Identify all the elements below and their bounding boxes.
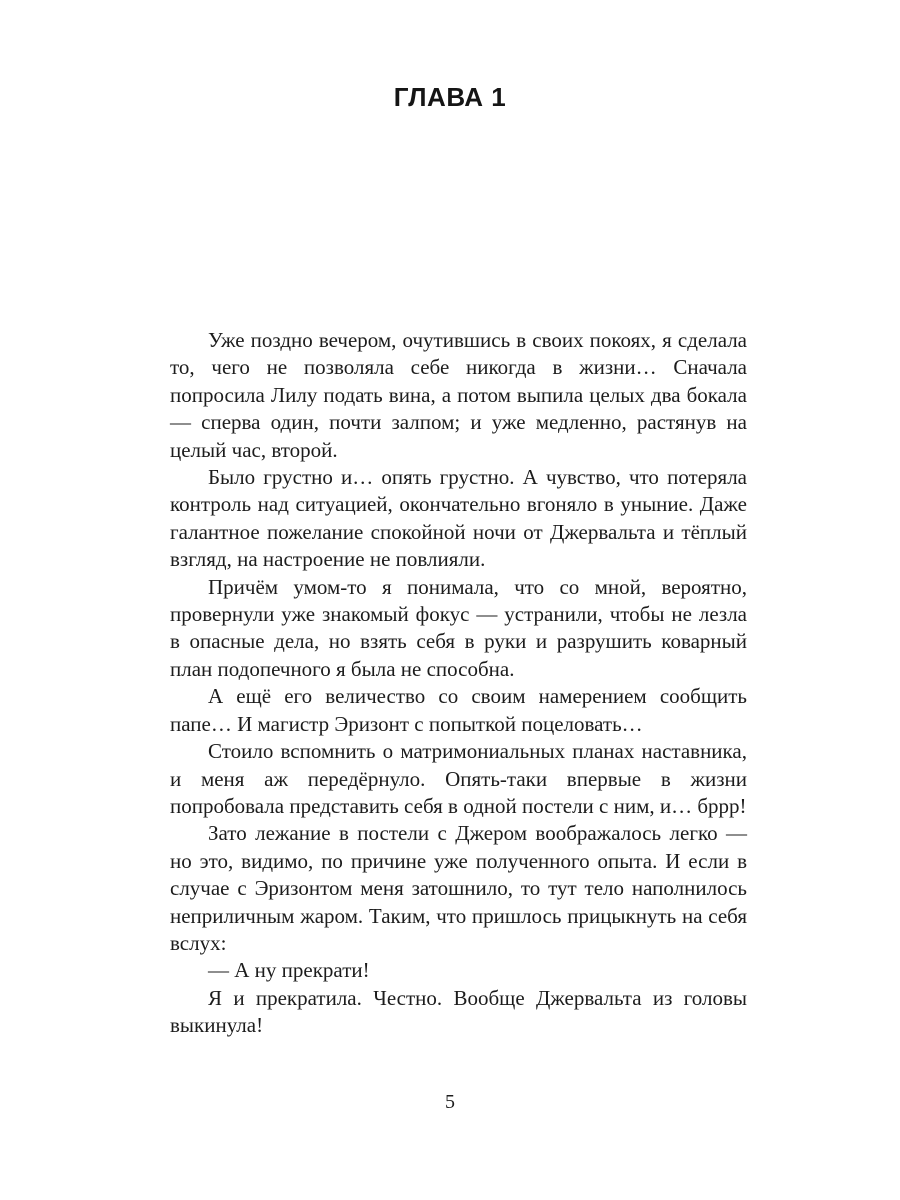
paragraph: Причём умом-то я понимала, что со мной, вероятно, провернули уже знакомый фокус — устранили, чтобы не лезла в опасные дела, но взять себя в руки и разрушить коварный план подопечного я была не способна. [170, 574, 747, 681]
paragraph: Зато лежание в постели с Джером воображалось легко — но это, видимо, по причине уже полученного опыта. И если в случае с Эризонтом меня затошнило, то тут тело наполнилось неприличным жаром. Таким, что пришлось прицыкнуть на себя вслух: [170, 821, 747, 955]
paragraph: Было грустно и… опять грустно. А чувство, что потеряла контроль над ситуацией, окончательно вгоняло в уныние. Даже галантное пожелание спокойной ночи от Джервальта и тёплый взгляд, на настроение не повлияли. [170, 465, 747, 572]
paragraph: А ещё его величество со своим намерением сообщить папе… И магистр Эризонт с попыткой поцеловать… [170, 684, 747, 736]
paragraph: Уже поздно вечером, очутившись в своих покоях, я сделала то, чего не позволяла себе никогда в жизни… Сначала попросила Лилу подать вина, а потом выпила целых два бокала — сперва один, почти залпом; и уже медленно, растянув на целый час, второй. [170, 328, 747, 462]
paragraph: Стоило вспомнить о матримониальных планах наставника, и меня аж передёрнуло. Опять-таки впервые в жизни попробовала представить себя в одной постели с ним, и… бррр! [170, 739, 747, 818]
paragraph: — А ну прекрати! [208, 958, 370, 983]
paragraph: Я и прекратила. Честно. Вообще Джервальта из головы выкинула! [170, 985, 747, 1038]
page-number: 5 [445, 1091, 455, 1113]
chapter-title: ГЛАВА 1 [393, 82, 507, 112]
body-text [170, 327, 747, 1040]
